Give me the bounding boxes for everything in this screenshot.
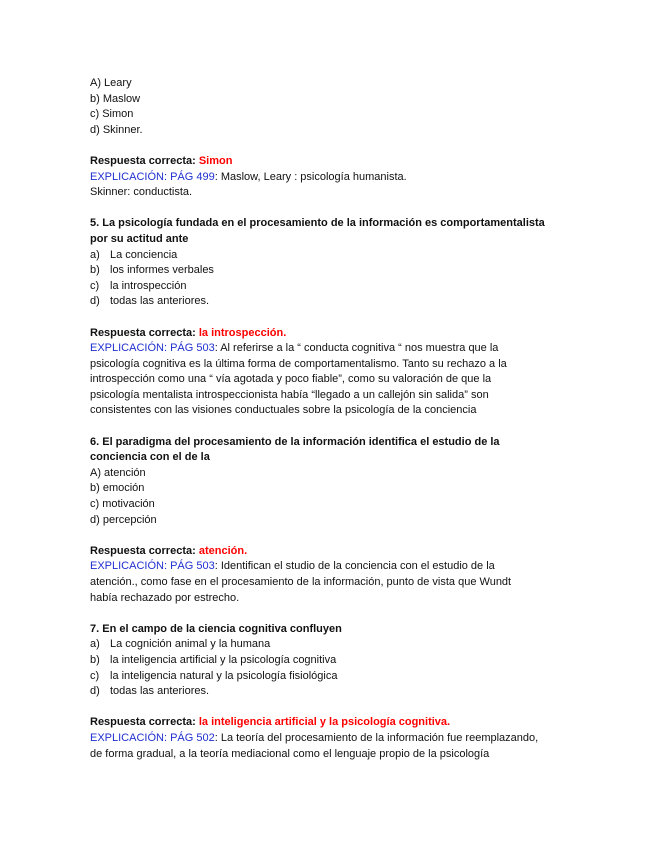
q7-option-a [90, 637, 590, 653]
option-letter: a) [90, 248, 100, 261]
explanation-label: EXPLICACIÓN: PÁG 499 [90, 170, 215, 183]
q7-option-d [90, 684, 590, 700]
q6-question-line2: conciencia con el de la [90, 451, 210, 464]
explanation-label: EXPLICACIÓN: PÁG 503 [90, 342, 215, 355]
answer-value: atención. [198, 544, 248, 557]
document-page [90, 76, 590, 762]
option-letter: b) [90, 264, 100, 277]
option-text: La cognición animal y la humana [110, 638, 271, 651]
q7-explanation-line1 [90, 731, 590, 747]
q5-explanation-line2: psicología cognitiva es la última forma de comportamentalismo. Tanto su rechazo a la [90, 357, 507, 370]
q5-explanation-line5: consistentes con las visiones conductuales sobre la psicología de la conciencia [90, 404, 477, 417]
q5-answer [90, 326, 590, 342]
q5-option-b [90, 263, 590, 279]
q6-option-a: A) atención [90, 466, 146, 479]
q5-explanation-line1 [90, 341, 590, 357]
q4-answer [90, 154, 590, 170]
q5-explanation-line4: psicología mentalista introspeccionista había “llegado a un callejón sin salida” son [90, 388, 489, 401]
answer-value: la introspección. [198, 326, 287, 339]
q5-option-c [90, 279, 590, 295]
q6-option-c: c) motivación [90, 498, 155, 511]
option-text: la introspección [110, 279, 187, 292]
q4-option-b: b) Maslow [90, 92, 141, 105]
q6-answer [90, 544, 590, 560]
explanation-label: EXPLICACIÓN: PÁG 503 [90, 560, 215, 573]
option-letter: b) [90, 653, 100, 666]
answer-label: Respuesta correcta: [90, 326, 196, 339]
q6-option-d: d) percepción [90, 513, 157, 526]
q4-option-d: d) Skinner. [90, 123, 143, 136]
option-text: la inteligencia artificial y la psicología cognitiva [110, 653, 337, 666]
explanation-text: : Maslow, Leary : psicología humanista. [214, 170, 407, 183]
option-text: La conciencia [110, 248, 178, 261]
answer-label: Respuesta correcta: [90, 154, 196, 167]
answer-value: la inteligencia artificial y la psicología cognitiva. [198, 716, 451, 729]
q7-option-b [90, 653, 590, 669]
option-letter: d) [90, 685, 100, 698]
q6-explanation-line3: había rechazado por estrecho. [90, 591, 240, 604]
explanation-text: : Identifican el studio de la conciencia con el estudio de la [214, 560, 495, 573]
q4-explanation [90, 170, 590, 186]
option-letter: c) [90, 279, 100, 292]
answer-label: Respuesta correcta: [90, 716, 196, 729]
q6-question-line1: 6. El paradigma del procesamiento de la información identifica el estudio de la [90, 435, 500, 448]
q7-question-line1: 7. En el campo de la ciencia cognitiva confluyen [90, 622, 342, 635]
q5-option-a [90, 248, 590, 264]
option-text: la inteligencia natural y la psicología fisiológica [110, 669, 338, 682]
q6-explanation-line2: atención., como fase en el procesamiento de la información, punto de vista que Wundt [90, 576, 512, 588]
q4-option-a: A) Leary [90, 77, 132, 89]
q5-explanation-line3: introspección como una “ vía agotada y poco fiable”, como su valoración de que la [90, 373, 492, 386]
q7-answer [90, 715, 590, 731]
answer-value: Simon [198, 154, 233, 167]
explanation-label: EXPLICACIÓN: PÁG 502 [90, 731, 215, 744]
q5-question-line1: 5. La psicología fundada en el procesamiento de la información es comportamentalista [90, 217, 545, 230]
q6-explanation-line1 [90, 559, 590, 575]
answer-label: Respuesta correcta: [90, 544, 196, 557]
explanation-text: : La teoría del procesamiento de la información fue reemplazando, [214, 731, 539, 744]
q4-option-c: c) Simon [90, 108, 134, 121]
option-letter: d) [90, 295, 100, 308]
q5-question-line2: por su actitud ante [90, 232, 189, 245]
q4-explanation-line2: Skinner: conductista. [90, 186, 193, 199]
option-text: todas las anteriores. [110, 685, 210, 698]
option-text: todas las anteriores. [110, 295, 210, 308]
q6-option-b: b) emoción [90, 482, 145, 495]
option-letter: a) [90, 638, 100, 651]
q5-option-d [90, 294, 590, 310]
q7-option-c [90, 669, 590, 685]
option-letter: c) [90, 669, 100, 682]
option-text: los informes verbales [110, 264, 214, 277]
q7-explanation-line2: de forma gradual, a la teoría mediacional como el lenguaje propio de la psicología [90, 747, 490, 760]
explanation-text: : Al referirse a la “ conducta cognitiva “ nos muestra que la [214, 342, 499, 355]
